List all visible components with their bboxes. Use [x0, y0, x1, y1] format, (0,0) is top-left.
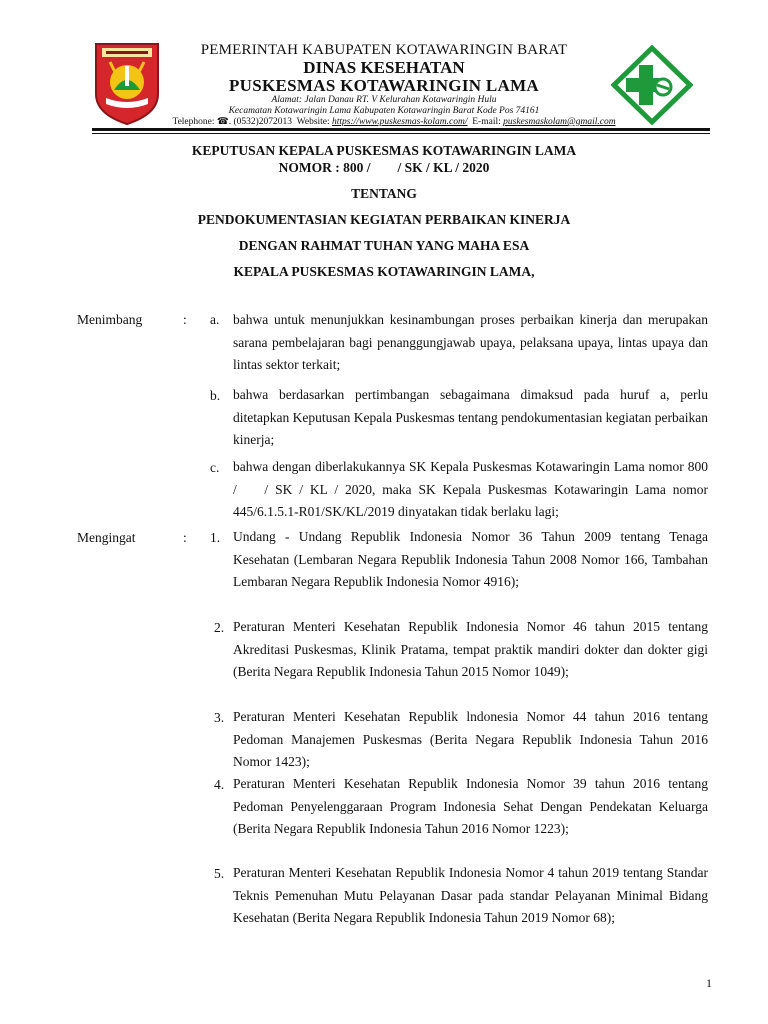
- decree-number: NOMOR : 800 / / SK / KL / 2020: [278, 160, 490, 175]
- menimbang-marker-c: c.: [210, 460, 220, 475]
- mengingat-marker-1: 1.: [210, 530, 221, 545]
- mengingat-label: Mengingat: [77, 530, 136, 545]
- header-address-1: Alamat: Jalan Danau RT. V Kelurahan Kotawaringin Hulu: [271, 95, 497, 105]
- tentang-heading: TENTANG: [351, 186, 417, 201]
- rahmat-line: DENGAN RAHMAT TUHAN YANG MAHA ESA: [238, 238, 530, 253]
- menimbang-item-a: bahwa untuk menunjukkan kesinambungan proses perbaikan kinerja dan merupakan sarana pembelajaran bagi penanggungjawab upaya, pelaksana upaya, lintas upaya dan lintas sektor terkait;: [233, 312, 708, 372]
- mengingat-item-5: Peraturan Menteri Kesehatan Republik Indonesia Nomor 4 tahun 2019 tentang Standar Teknis Pemenuhan Mutu Pelayanan Dasar pada standar Pelayanan Minimal Bidang Kesehatan (Berita Negara Republik Indonesia Tahun 2019 Nomor 68);: [233, 865, 708, 925]
- header-contact-line: [0, 116, 768, 127]
- menimbang-item-c: bahwa dengan diberlakukannya SK Kepala Puskesmas Kotawaringin Lama nomor 800 / / SK / KL / 2020, maka SK Kepala Puskesmas Kotawaringin Lama nomor 445/6.1.5.1-R01/SK/KL/2019 dinyatakan tidak berlaku lagi;: [233, 459, 712, 519]
- mengingat-item-3: Peraturan Menteri Kesehatan Republik lndonesia Nomor 44 tahun 2016 tentang Pedoman Manajemen Puskesmas (Berita Negara Republik Indonesia Tahun 2016 Nomor 1423);: [233, 709, 708, 769]
- header-website-label: Website:: [296, 117, 330, 127]
- menimbang-marker-a: a.: [210, 312, 220, 327]
- header-department: DINAS KESEHATAN: [303, 58, 465, 77]
- kepala-line: KEPALA PUSKESMAS KOTAWARINGIN LAMA,: [233, 264, 535, 279]
- header-address-2: Kecamatan Kotawaringin Lama Kabupaten Kotawaringin Barat Kode Pos 74161: [228, 106, 540, 116]
- header-divider-thick: [92, 128, 710, 131]
- menimbang-label: Menimbang: [77, 312, 143, 327]
- page-number: 1: [706, 976, 712, 990]
- mengingat-colon: :: [183, 530, 187, 545]
- decree-subject: PENDOKUMENTASIAN KEGIATAN PERBAIKAN KINERJA: [197, 212, 571, 227]
- header-government: PEMERINTAH KABUPATEN KOTAWARINGIN BARAT: [200, 42, 568, 58]
- mengingat-marker-3: 3.: [214, 710, 225, 725]
- header-email-label: E-mail:: [472, 117, 501, 127]
- email-link[interactable]: puskesmaskolam@gmail.com: [503, 117, 616, 127]
- menimbang-colon: :: [183, 312, 187, 327]
- website-link[interactable]: https://www.puskesmas-kolam.com/: [332, 117, 468, 127]
- header-puskesmas: PUSKESMAS KOTAWARINGIN LAMA: [228, 76, 540, 95]
- mengingat-marker-2: 2.: [214, 620, 225, 635]
- header-phone: Telephone: ☎. (0532)2072013: [172, 117, 293, 127]
- mengingat-marker-5: 5.: [214, 866, 225, 881]
- menimbang-item-b: bahwa berdasarkan pertimbangan sebagaimana dimaksud pada huruf a, perlu ditetapkan Keputusan Kepala Puskesmas tentang pendokumentasian kegiatan perbaikan kinerja;: [233, 387, 708, 447]
- mengingat-marker-4: 4.: [214, 777, 225, 792]
- mengingat-item-4: Peraturan Menteri Kesehatan Republik Indonesia Nomor 39 tahun 2016 tentang Pedoman Penyelenggaraan Program Indonesia Sehat Dengan Pendekatan Keluarga (Berita Negara Republik Indonesia Tahun 2016 Nomor 1223);: [233, 776, 708, 836]
- mengingat-item-1: Undang - Undang Republik Indonesia Nomor 36 Tahun 2009 tentang Tenaga Kesehatan (Lembaran Negara Republik Indonesia Tahun 2008 Nomor 166, Tambahan Lembaran Negara Republik Indonesia Nomor 4916);: [233, 529, 708, 589]
- mengingat-item-2: Peraturan Menteri Kesehatan Republik Indonesia Nomor 46 tahun 2015 tentang Akreditasi Puskesmas, Klinik Pratama, tempat praktik mandiri dokter dan dokter gigi (Berita Negara Republik Indonesia Tahun 2015 Nomor 1049);: [233, 619, 708, 679]
- decree-title: KEPUTUSAN KEPALA PUSKESMAS KOTAWARINGIN LAMA: [191, 143, 577, 158]
- menimbang-marker-b: b.: [210, 388, 221, 403]
- header-divider-thin: [92, 133, 710, 134]
